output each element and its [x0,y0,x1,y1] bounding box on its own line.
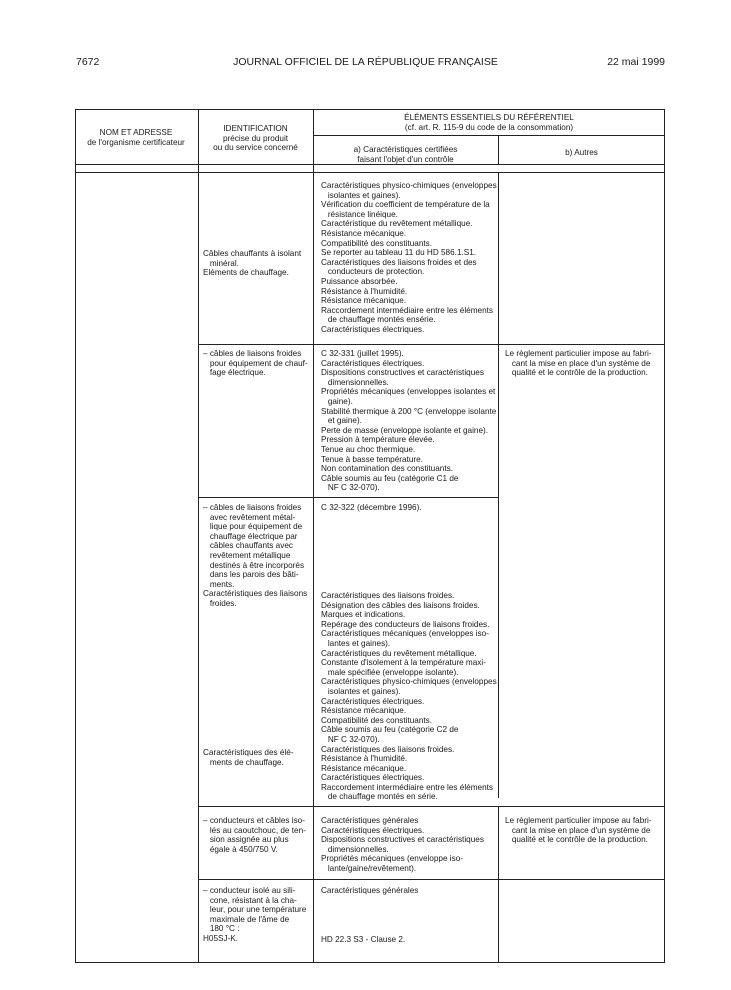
row-characteristics-secondary: Caractéristiques des liaisons froides. Désignation des câbles des liaisons froides. Marques et indications. Repérage des conducteurs de liaisons froides. Caractéristiques mécaniques (enveloppes iso- lantes et gaines). Caractéristiques du revêtement métallique. Constante d'isolement à la température maxi- male spécifiée (enveloppe isolante). Caractéristiques physico-chimiques (enveloppes isolantes et gaines). Caractéristiques électriques. Résistance mécanique. Compatibilité des constituants. Câble soumis au feu (catégorie C2 de NF C 32-070). Caractéristiques des liaisons froides. Résistance à l'humidité. Résistance mécanique. Caractéristiques électriques. Raccordement intermédiaire entre les éléments de chauffage montés en série. [321,591,497,802]
row-characteristics: Caractéristiques générales Caractéristiques électriques. Dispositions constructives et caractéristiques dimensionnelles. Propriétés mécaniques (enveloppe iso- lante/gaine/revêtement). [321,816,484,873]
row-rule [198,879,665,880]
column-divider [313,109,314,963]
column-divider [498,879,499,963]
row-identification: Câbles chauffants à isolant minéral. Eléments de chauffage. [203,249,302,278]
row-rule [198,497,498,498]
row-identification: – câbles de liaisons froides pour équipement de chauf- fage électrique. [203,349,308,378]
row-characteristics: C 32-331 (juillet 1995). Caractéristiques électriques. Dispositions constructives et caractéristiques dimensionnelles. Propriétés mécaniques (enveloppes isolantes et gaine). Stabilité thermique à 200 °C (enveloppe isolante et gaine). Perte de masse (enveloppe isolante et gaine). Pression à température élevée. Tenue au choc thermique. Tenue à basse température. Non contamination des constituants. Câble soumis au feu (catégorie C1 de NF C 32-070). [321,349,497,493]
header-rule [75,172,665,173]
row-identification: – conducteur isolé au sili- cone, résistant à la cha- leur, pour une température maximale de l'âme de 180 °C : H05SJ-K. [203,886,307,943]
header-identification: IDENTIFICATION précise du produit ou du service concerné [213,124,298,153]
row-characteristics-secondary: HD 22.3 S3 - Clause 2. [321,935,406,944]
header-rule [313,135,665,136]
row-characteristics: C 32-322 (décembre 1996). [321,503,422,512]
row-identification-secondary: Caractéristiques des élé- ments de chauffage. [203,748,294,767]
column-divider [198,109,199,963]
row-other: Le règlement particulier impose au fabri- cant la mise en place d'un système de qualité et le contrôle de la production. [505,349,652,378]
row-rule [198,806,665,807]
row-identification: – câbles de liaisons froides avec revêtement métal- lique pour équipement de chauffage électrique par câbles chauffants avec revêtement métallique destinés à être incorporés dans les parois des bâti- ments. Caractéristiques des liaisons froides. [203,503,308,608]
header-organisme: NOM ET ADRESSE de l'organisme certificateur [87,128,185,147]
header-caracteristiques-certifiees: a) Caractéristiques certifiées faisant l'objet d'un contrôle [353,145,458,164]
row-characteristics: Caractéristiques physico-chimiques (enveloppes isolantes et gaines). Vérification du coefficient de température de la résistance linéique. Caractéristique du revêtement métallique. Résistance mécanique. Compatibilité des constituants. Se reporter au tableau 11 du HD 586.1.S1. Caractéristiques des liaisons froides et des conducteurs de protection. Puissance absorbée. Résistance à l'humidité. Résistance mécanique. Raccordement intermédiaire entre les éléments de chauffage montés ensérie. Caractéristiques électriques. [321,181,497,334]
journal-title: JOURNAL OFFICIEL DE LA RÉPUBLIQUE FRANÇAISE [233,56,498,68]
header-elements-essentiels: ÉLÉMENTS ESSENTIELS DU RÉFÉRENTIEL (cf. art. R. 115-9 du code de la consommation) [404,113,574,132]
publication-date: 22 mai 1999 [607,56,665,68]
row-identification: – conducteurs et câbles iso- lés au caoutchouc, de ten- sion assignée au plus égale à 450/750 V. [203,816,306,854]
header-autres: b) Autres [565,148,598,157]
row-characteristics: Caractéristiques générales [321,886,419,895]
column-divider [498,172,499,344]
page-number: 7672 [76,56,100,68]
column-divider [498,344,499,798]
row-other: Le règlement particulier impose au fabri- cant la mise en place d'un système de qualité et le contrôle de la production. [505,816,652,845]
column-divider [498,806,499,879]
row-rule [198,344,665,345]
